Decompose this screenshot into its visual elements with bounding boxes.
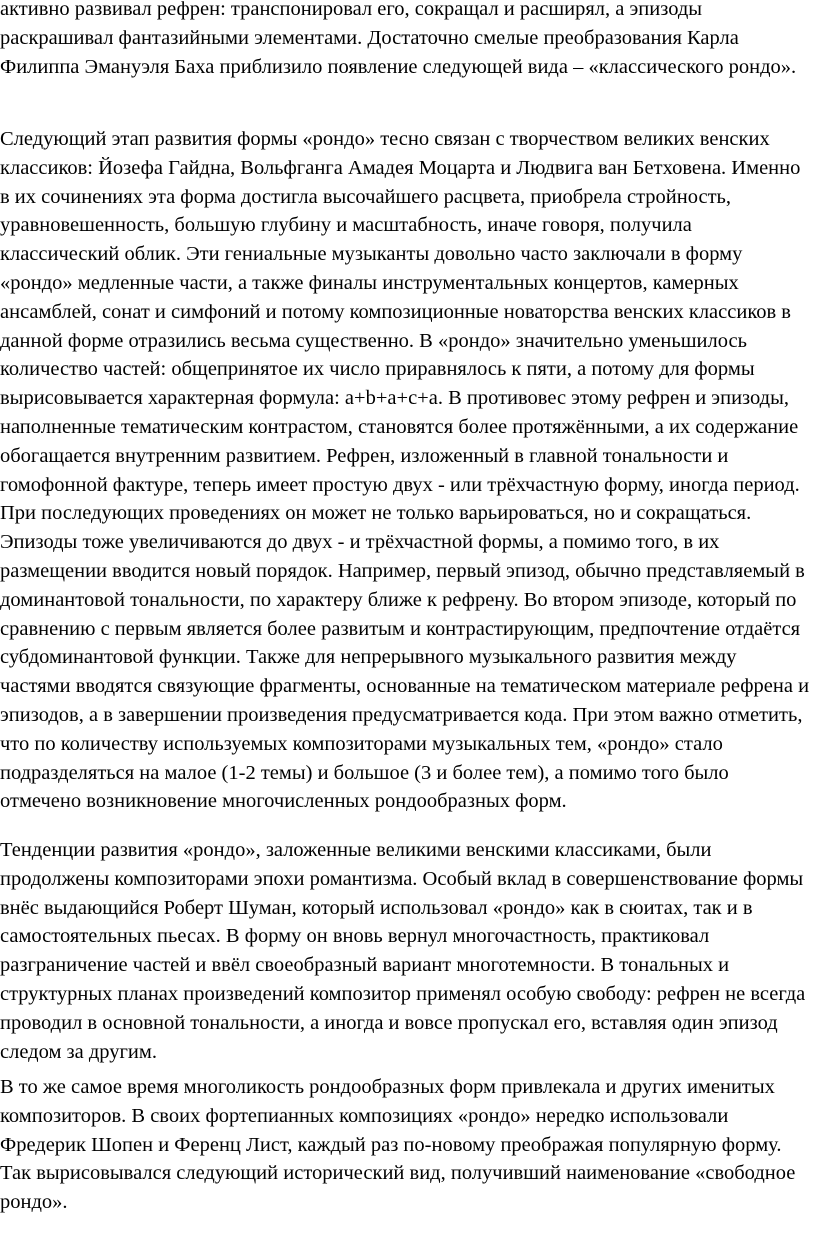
paragraph-4: В то же самое время многоликость рондообразных форм привлекала и других именитых композиторов. В своих фортепианных композициях «рондо» нередко использовали Фредерик Шопен и Ференц Лист, каждый раз по-новому преображая популярную форму. Так вырисовывался следующий исторический вид, получивший наименование «свободное рондо». xyxy=(0,1076,796,1214)
paragraph-2: Следующий этап развития формы «рондо» тесно связан с творчеством великих венских классиков: Йозефа Гайдна, Вольфганга Амадея Моцарта и Людвига ван Бетховена. Именно в их сочинениях эта форма достигла высочайшего расцвета, приобрела стройность, уравновешенность, большую глубину и масштабность, иначе говоря, получила классический облик. Эти гениальные музыканты довольно часто заключали в форму «рондо» медленные части, а также финалы инструментальных концертов, камерных ансамблей, сонат и симфоний и потому композиционные новаторства венских классиков в данной форме отразились весьма существенно. В «рондо» значительно уменьшилось количество частей: общепринятое их число приравнялось к пяти, а потому для формы вырисовывается характерная формула: a+b+a+c+a. В противовес этому рефрен и эпизоды, наполненные тематическим контрастом, становятся более протяжёнными, а их содержание обогащается внутренним развитием. Рефрен, изложенный в главной тональности и гомофонной фактуре, теперь имеет простую двух - или трёхчастную форму, иногда период. При последующих проведениях он может не только варьироваться, но и сокращаться. Эпизоды тоже увеличиваются до двух - и трёхчастной формы, а помимо того, в их размещении вводится новый порядок. Например, первый эпизод, обычно представляемый в доминантовой тональности, по характеру ближе к рефрену. Во втором эпизоде, который по сравнению с первым является более развитым и контрастирующим, предпочтение отдаётся субдоминантовой функции. Также для непрерывного музыкального развития между частями вводятся связующие фрагменты, основанные на тематическом материале рефрена и эпизодов, а в завершении произведения предусматривается кода. При этом важно отметить, что по количеству используемых композиторами музыкальных тем, «рондо» стало подразделяться на малое (1-2 темы) и большое (3 и более тем), а помимо того было отмечено возникновение многочисленных рондообразных форм. xyxy=(0,128,810,813)
paragraph-1: активно развивал рефрен: транспонировал его, сокращал и расширял, а эпизоды раскрашивал фантазийными элементами. Достаточно смелые преобразования Карла Филиппа Эмануэля Баха приблизило появление следующей вида – «классического рондо». xyxy=(0,0,797,78)
paragraph-3: Тенденции развития «рондо», заложенные великими венскими классиками, были продолжены композиторами эпохи романтизма. Особый вклад в совершенствование формы внёс выдающийся Роберт Шуман, который использовал «рондо» как в сюитах, так и в самостоятельных пьесах. В форму он вновь вернул многочастность, практиковал разграничение частей и ввёл своеобразный вариант многотемности. В тональных и структурных планах произведений композитор применял особую свободу: рефрен не всегда проводил в основной тональности, а иногда и вовсе пропускал его, вставляя один эпизод следом за другим. xyxy=(0,839,806,1063)
